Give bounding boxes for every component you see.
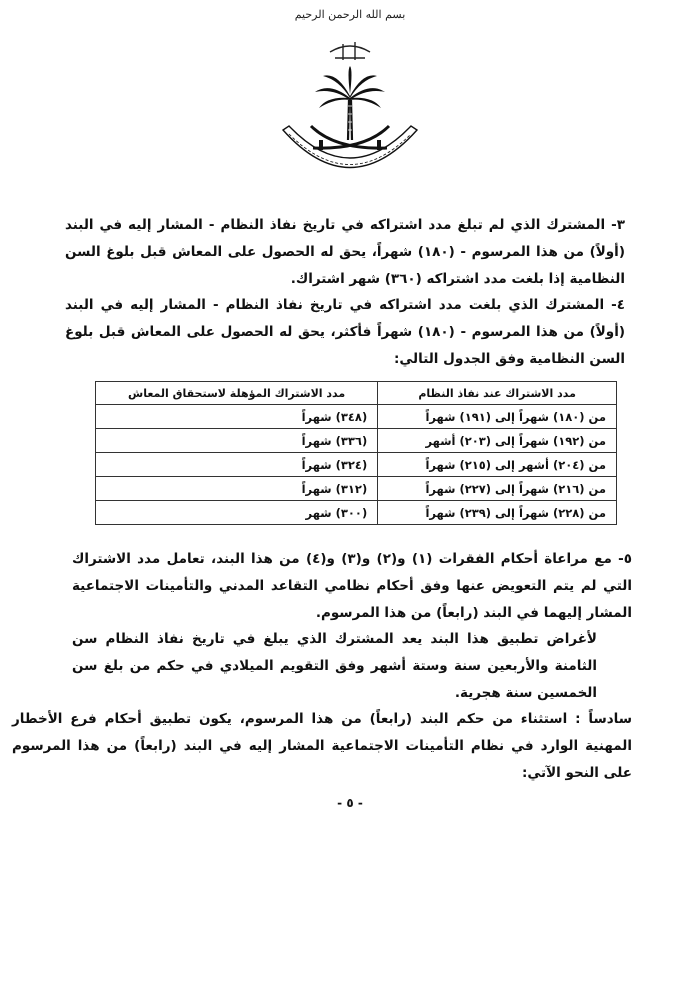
page-number: - ٥ - — [337, 796, 363, 810]
table-cell: من (١٩٢) شهراً إلى (٢٠٣) أشهر — [378, 429, 617, 453]
table-row — [96, 429, 617, 453]
table-header-cell: مدد الاشتراك عند نفاذ النظام — [378, 382, 617, 405]
table-cell: (٣١٢) شهراً — [96, 477, 378, 501]
section-sixth-text: استثناء من حكم البند (رابعاً) من هذا المرسوم، يكون تطبيق أحكام فرع الأخطار المهنية الوارد في نظام التأمينات الاجتماعية المشار إليه في البند (رابعاً) من هذا المرسوم على النحو الآتي: — [12, 711, 632, 781]
paragraph-5-note-text: لأغراض تطبيق هذا البند يعد المشترك الذي يبلغ في تاريخ نفاذ النظام سن الثامنة والأربعين سنة وستة أشهر وفق التقويم الميلادي في حكم من بلغ سن الخمسين سنة هجرية. — [72, 631, 597, 701]
saudi-emblem-icon — [275, 30, 425, 180]
paragraph-5-text: ٥- مع مراعاة أحكام الفقرات (١) و(٢) و(٣) و(٤) من هذا البند، تعامل مدد الاشتراك التي لم يتم التعويض عنها وفق أحكام نظامي التقاعد المدني والتأمينات الاجتماعية المشار إليهما في البند (رابعاً) من هذا المرسوم. — [72, 551, 632, 621]
paragraph-4 — [65, 292, 625, 373]
paragraph-5 — [72, 546, 632, 627]
table-header-cell: مدد الاشتراك المؤهلة لاستحقاق المعاش — [96, 382, 378, 405]
paragraph-5-note — [72, 626, 632, 707]
table-header-row — [96, 382, 617, 405]
table-row — [96, 477, 617, 501]
table-row — [96, 501, 617, 525]
table-cell: من (١٨٠) شهراً إلى (١٩١) شهراً — [378, 405, 617, 429]
paragraph-3 — [65, 212, 625, 293]
table-cell: (٣٠٠) شهر — [96, 501, 378, 525]
table-cell: من (٢٠٤) أشهر إلى (٢١٥) شهراً — [378, 453, 617, 477]
table-cell: (٣٢٤) شهراً — [96, 453, 378, 477]
table-cell: من (٢١٦) شهراً إلى (٢٢٧) شهراً — [378, 477, 617, 501]
section-sixth — [12, 706, 632, 787]
table-row — [96, 405, 617, 429]
basmala: بسم الله الرحمن الرحيم — [294, 8, 406, 21]
section-sixth-label: سادساً : — [567, 711, 632, 727]
paragraph-4-text: ٤- المشترك الذي بلغت مدد اشتراكه في تاريخ نفاذ النظام - المشار إليه في البند (أولاً) من هذا المرسوم - (١٨٠) شهراً فأكثر، يحق له الحصول على المعاش قبل بلوغ السن النظامية وفق الجدول التالي: — [65, 297, 625, 367]
table-row — [96, 453, 617, 477]
paragraph-3-text: ٣- المشترك الذي لم تبلغ مدد اشتراكه في تاريخ نفاذ النظام - المشار إليه في البند (أولاً) من هذا المرسوم - (١٨٠) شهراً، يحق له الحصول على المعاش قبل بلوغ السن النظامية إذا بلغت مدد اشتراكه (٣٦٠) شهر اشتراك. — [65, 217, 625, 287]
table-cell: (٣٤٨) شهراً — [96, 405, 378, 429]
table-cell: (٣٣٦) شهراً — [96, 429, 378, 453]
table-cell: من (٢٢٨) شهراً إلى (٢٣٩) شهراً — [378, 501, 617, 525]
subscription-table — [95, 381, 617, 525]
